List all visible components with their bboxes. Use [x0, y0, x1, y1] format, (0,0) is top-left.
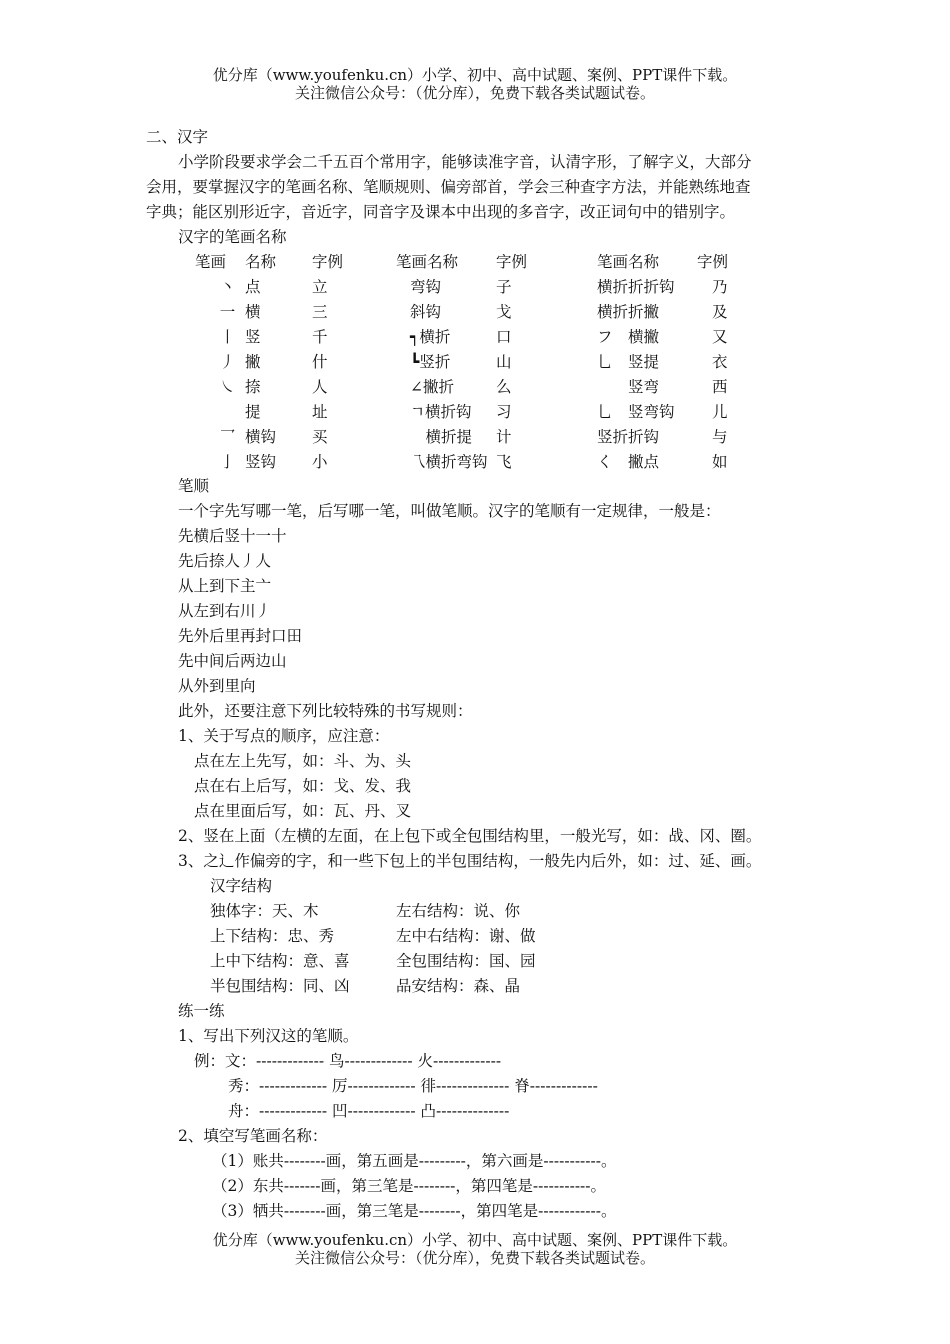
practice-title: 练一练 — [178, 1002, 225, 1020]
table-cell: 撇 — [245, 353, 261, 371]
table-cell: 址 — [312, 403, 328, 421]
table-cell: く 撇点 — [597, 453, 660, 471]
table-cell: 亅 — [219, 453, 236, 471]
table-cell: 竖 — [245, 328, 261, 346]
table-cell: 与 — [712, 428, 728, 446]
table-cell: 小 — [312, 453, 328, 471]
table-cell: 横 — [245, 303, 261, 321]
structure-item: 上中下结构：意、喜 — [210, 952, 350, 970]
table-cell: 又 — [712, 328, 728, 346]
special-rule-2: 2、竖在上面（左横的左面，在上包下或全包围结构里，一般光写，如：战、冈、圈。 — [178, 827, 762, 845]
practice-line: 舟：------------- 凹------------- 凸-------------- — [228, 1102, 510, 1120]
table-cell: 竖折折钩 — [597, 428, 660, 446]
table-cell: 人 — [312, 378, 328, 396]
table-cell: 计 — [496, 428, 512, 446]
table-cell: 横折提 — [410, 428, 473, 446]
footer-line-2: 关注微信公众号：（优分库），免费下载各类试题试卷。 — [294, 1249, 655, 1267]
stroke-table-title: 汉字的笔画名称 — [178, 228, 287, 246]
intro-line-2: 会用，要掌握汉字的笔画名称、笔顺规则、偏旁部首，学会三种查字方法，并能熟练地查 — [146, 178, 751, 196]
table-cell: 丨 — [219, 328, 236, 346]
practice-line: 例：文：------------- 鸟------------- 火------------- — [194, 1052, 502, 1070]
intro-line-1: 小学阶段要求学会二千五百个常用字，能够读准字音，认清字形，了解字义，大部分 — [178, 153, 752, 171]
table-cell: 衣 — [712, 353, 728, 371]
rule-line: 从左到右川丿 — [178, 602, 272, 620]
table-header-cell: 字例 — [496, 253, 528, 271]
table-cell: 乁横折弯钩 — [410, 453, 488, 471]
intro-line-3: 字典；能区别形近字，音近字，同音字及课本中出现的多音字，改正词句中的错别字。 — [146, 203, 736, 221]
table-cell: 乛 — [219, 428, 236, 446]
page-header — [0, 66, 950, 102]
table-cell: 子 — [496, 278, 512, 296]
table-cell: 丿 — [219, 353, 236, 371]
table-cell: 斜钩 — [410, 303, 442, 321]
special-intro: 此外，还要注意下列比较特殊的书写规则： — [178, 702, 473, 720]
table-cell: 丶 — [219, 278, 236, 296]
table-cell: 西 — [712, 378, 728, 396]
header-line-1: 优分库（www.youfenku.cn）小学、初中、高中试题、案例、PPT课件下载。 — [212, 66, 738, 84]
practice-line: （2）东共-------画，第三笔是--------，第四笔是-----------。 — [212, 1177, 607, 1195]
stroke-order-desc: 一个字先写哪一笔，后写哪一笔，叫做笔顺。汉字的笔顺有一定规律，一般是： — [178, 502, 721, 520]
header-line-2: 关注微信公众号：（优分库），免费下载各类试题试卷。 — [294, 84, 655, 102]
table-cell: 横折折撇 — [597, 303, 660, 321]
stroke-order-title: 笔顺 — [178, 477, 210, 495]
practice-line: （1）账共--------画，第五画是---------，第六画是-----------。 — [212, 1152, 617, 1170]
practice-question-1: 1、写出下列汉这的笔顺。 — [178, 1027, 359, 1045]
table-cell: ㇏ — [219, 378, 236, 396]
table-cell: 提 — [245, 403, 261, 421]
dot-rule: 点在右上后写，如：戈、发、我 — [194, 777, 412, 795]
table-header-cell: 笔画名称 — [597, 253, 660, 271]
table-cell: 及 — [712, 303, 728, 321]
practice-question-2: 2、填空写笔画名称： — [178, 1127, 328, 1145]
structure-title: 汉字结构 — [210, 877, 273, 895]
table-cell: 捺 — [245, 378, 261, 396]
rule-line: 先后捺人丿人 — [178, 552, 272, 570]
table-cell: 横折折折钩 — [597, 278, 675, 296]
structure-item: 半包围结构：同、凶 — [210, 977, 350, 995]
table-cell: 如 — [712, 453, 728, 471]
structure-item: 上下结构：忠、秀 — [210, 927, 335, 945]
section-title: 二、汉字 — [146, 128, 209, 146]
table-cell: 乚 竖提 — [597, 353, 660, 371]
table-cell: 山 — [496, 353, 512, 371]
table-cell: 千 — [312, 328, 328, 346]
dot-rule: 点在里面后写，如：瓦、丹、叉 — [194, 802, 412, 820]
structure-item: 左中右结构：谢、做 — [396, 927, 536, 945]
table-cell: ㄱ横折钩 — [410, 403, 472, 421]
table-header-cell: 名称 — [245, 253, 277, 271]
table-cell: 竖钩 — [245, 453, 277, 471]
table-cell: 横钩 — [245, 428, 277, 446]
table-cell: 习 — [496, 403, 512, 421]
table-header-cell: 笔画名称 — [396, 253, 459, 271]
special-rule-1: 1、关于写点的顺序，应注意： — [178, 727, 390, 745]
practice-line: 秀：------------- 厉------------- 徘-------------- 脊------------- — [228, 1077, 598, 1095]
table-cell: ┗竖折 — [410, 353, 451, 371]
structure-item: 独体字：天、木 — [210, 902, 319, 920]
table-cell: 立 — [312, 278, 328, 296]
special-rule-3: 3、之辶作偏旁的字，和一些下包上的半包围结构，一般先内后外，如：过、延、画。 — [178, 852, 762, 870]
table-cell: 乚 竖弯钩 — [597, 403, 675, 421]
table-cell: ┑横折 — [410, 328, 451, 346]
table-cell: 买 — [312, 428, 328, 446]
table-cell: 三 — [312, 303, 328, 321]
practice-line: （3）牺共--------画，第三笔是--------，第四笔是------------。 — [212, 1202, 617, 1220]
table-cell: 口 — [496, 328, 512, 346]
table-cell: 点 — [245, 278, 261, 296]
table-cell: 一 — [219, 303, 236, 321]
table-cell: 么 — [496, 378, 512, 396]
rule-line: 先中间后两边山 — [178, 652, 287, 670]
structure-item: 品安结构：森、晶 — [396, 977, 521, 995]
table-cell: 戈 — [496, 303, 512, 321]
rule-line: 从上到下主亠 — [178, 577, 272, 595]
table-cell: 什 — [312, 353, 328, 371]
table-cell: フ 横撇 — [597, 328, 660, 346]
structure-item: 左右结构：说、你 — [396, 902, 521, 920]
table-cell: 飞 — [496, 453, 512, 471]
rule-line: 从外到里向 — [178, 677, 256, 695]
table-cell: 竖弯 — [597, 378, 660, 396]
footer-line-1: 优分库（www.youfenku.cn）小学、初中、高中试题、案例、PPT课件下载。 — [212, 1231, 738, 1249]
table-header-cell: 字例 — [312, 253, 344, 271]
table-header-cell: 笔画 — [195, 253, 227, 271]
table-cell: 儿 — [712, 403, 728, 421]
table-cell: 弯钩 — [410, 278, 442, 296]
rule-line: 先横后竖十一十 — [178, 527, 287, 545]
table-cell: 乃 — [712, 278, 728, 296]
structure-item: 全包围结构：国、园 — [396, 952, 536, 970]
dot-rule: 点在左上先写，如：斗、为、头 — [194, 752, 412, 770]
table-cell: ∠撇折 — [410, 378, 454, 396]
rule-line: 先外后里再封口田 — [178, 627, 303, 645]
page-footer — [0, 1231, 950, 1267]
table-header-cell: 字例 — [697, 253, 729, 271]
